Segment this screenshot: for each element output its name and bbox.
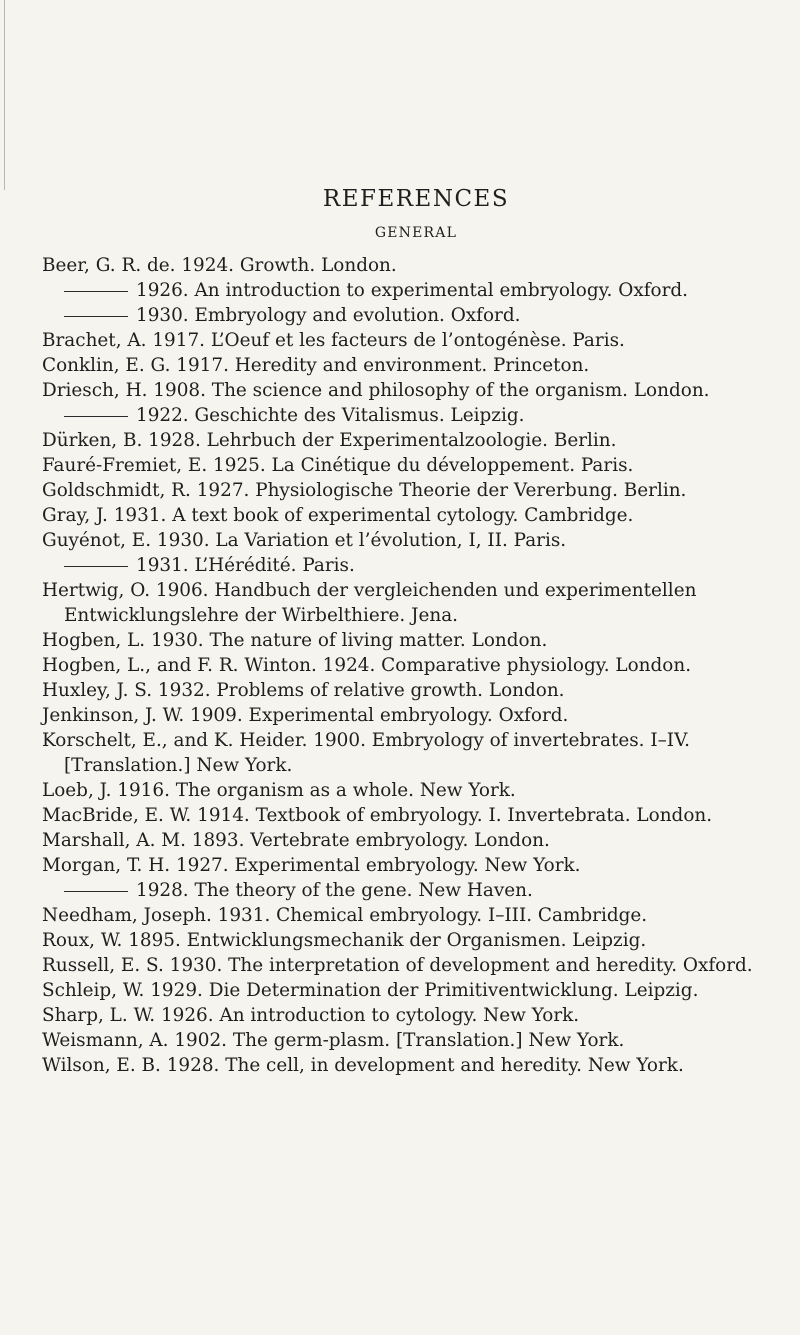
reference-text: 1930. Embryology and evolution. Oxford.: [136, 305, 521, 326]
reference-text: Wilson, E. B. 1928. The cell, in development and heredity. New York.: [42, 1055, 684, 1076]
reference-entry: [42, 703, 790, 728]
reference-text: Dürken, B. 1928. Lehrbuch der Experimentalzoologie. Berlin.: [42, 430, 617, 451]
reference-text: Marshall, A. M. 1893. Vertebrate embryology. London.: [42, 830, 550, 851]
reference-text: Hogben, L., and F. R. Winton. 1924. Comparative physiology. London.: [42, 655, 692, 676]
reference-text: Huxley, J. S. 1932. Problems of relative growth. London.: [42, 680, 565, 701]
reference-entry: [42, 428, 790, 453]
ditto-dash: [64, 566, 128, 567]
reference-text: Sharp, L. W. 1926. An introduction to cytology. New York.: [42, 1005, 580, 1026]
reference-text: Beer, G. R. de. 1924. Growth. London.: [42, 255, 397, 276]
reference-text: Goldschmidt, R. 1927. Physiologische Theorie der Vererbung. Berlin.: [42, 480, 687, 501]
ditto-dash: [64, 416, 128, 417]
reference-entry: [42, 578, 790, 628]
ditto-dash: [64, 291, 128, 292]
reference-entry: [42, 453, 790, 478]
reference-entry: [42, 678, 790, 703]
reference-entry: [42, 253, 790, 278]
reference-entry: [42, 928, 790, 953]
reference-text: Korschelt, E., and K. Heider. 1900. Embryology of invertebrates. I–IV. [Translation.] New York.: [42, 730, 690, 776]
references-page: [42, 186, 790, 1078]
reference-entry: [42, 353, 790, 378]
reference-entry: [42, 778, 790, 803]
reference-text: Roux, W. 1895. Entwicklungsmechanik der Organismen. Leipzig.: [42, 930, 647, 951]
reference-text: Brachet, A. 1917. L’Oeuf et les facteurs de l’ontogénèse. Paris.: [42, 330, 625, 351]
reference-text: 1922. Geschichte des Vitalismus. Leipzig.: [136, 405, 525, 426]
reference-entry: [42, 478, 790, 503]
reference-text: Gray, J. 1931. A text book of experimental cytology. Cambridge.: [42, 505, 634, 526]
reference-text: 1928. The theory of the gene. New Haven.: [136, 880, 533, 901]
reference-entry: [42, 1003, 790, 1028]
reference-list: [42, 253, 790, 1078]
reference-text: Needham, Joseph. 1931. Chemical embryology. I–III. Cambridge.: [42, 905, 648, 926]
reference-text: Driesch, H. 1908. The science and philosophy of the organism. London.: [42, 380, 710, 401]
section-subtitle: GENERAL: [374, 225, 458, 241]
reference-entry: [42, 553, 790, 578]
reference-entry: [42, 628, 790, 653]
reference-entry: [42, 1028, 790, 1053]
reference-entry: [42, 728, 790, 778]
reference-entry: [42, 878, 790, 903]
reference-entry: [42, 978, 790, 1003]
reference-entry: [42, 1053, 790, 1078]
reference-entry: [42, 503, 790, 528]
page-edge-line: [4, 0, 5, 190]
page-title: REFERENCES: [322, 186, 510, 212]
reference-text: Fauré-Fremiet, E. 1925. La Cinétique du développement. Paris.: [42, 455, 634, 476]
ditto-dash: [64, 891, 128, 892]
ditto-dash: [64, 316, 128, 317]
reference-entry: [42, 903, 790, 928]
reference-entry: [42, 303, 790, 328]
reference-entry: [42, 653, 790, 678]
reference-entry: [42, 803, 790, 828]
reference-text: Guyénot, E. 1930. La Variation et l’évolution, I, II. Paris.: [42, 530, 567, 551]
reference-text: Loeb, J. 1916. The organism as a whole. New York.: [42, 780, 516, 801]
reference-entry: [42, 828, 790, 853]
reference-text: Conklin, E. G. 1917. Heredity and environment. Princeton.: [42, 355, 590, 376]
reference-entry: [42, 278, 790, 303]
reference-text: Hogben, L. 1930. The nature of living matter. London.: [42, 630, 548, 651]
reference-text: Morgan, T. H. 1927. Experimental embryology. New York.: [42, 855, 581, 876]
reference-entry: [42, 378, 790, 403]
reference-entry: [42, 403, 790, 428]
reference-text: Jenkinson, J. W. 1909. Experimental embryology. Oxford.: [42, 705, 569, 726]
reference-text: 1926. An introduction to experimental embryology. Oxford.: [136, 280, 688, 301]
reference-text: Weismann, A. 1902. The germ-plasm. [Translation.] New York.: [42, 1030, 625, 1051]
reference-text: Russell, E. S. 1930. The interpretation of development and heredity. Oxford.: [42, 955, 753, 976]
reference-text: 1931. L’Hérédité. Paris.: [136, 555, 355, 576]
reference-entry: [42, 853, 790, 878]
reference-entry: [42, 528, 790, 553]
reference-text: MacBride, E. W. 1914. Textbook of embryology. I. Invertebrata. London.: [42, 805, 713, 826]
reference-entry: [42, 953, 790, 978]
reference-entry: [42, 328, 790, 353]
reference-text: Schleip, W. 1929. Die Determination der Primitiventwicklung. Leipzig.: [42, 980, 699, 1001]
reference-text: Hertwig, O. 1906. Handbuch der vergleichenden und experimentellen Entwicklungslehre der Wirbelthiere. Jena.: [42, 580, 697, 626]
